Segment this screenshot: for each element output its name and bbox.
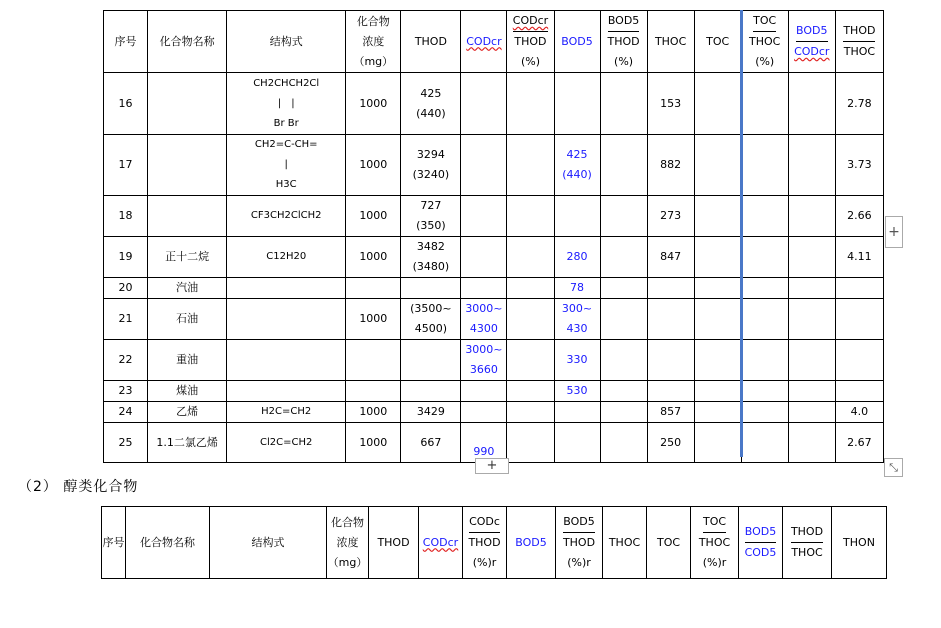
cell-thod-thoc[interactable] — [835, 299, 883, 340]
cell-bod5-thod[interactable] — [600, 423, 647, 463]
cell-structure[interactable] — [227, 135, 346, 196]
table-row — [104, 340, 884, 381]
structure-line: Cl2C=CH2 — [260, 436, 313, 448]
table1-header-row — [104, 11, 884, 73]
bod5-codcr-denominator: CODcr — [794, 45, 830, 58]
cell-thod[interactable] — [401, 135, 461, 196]
cell-structure[interactable] — [227, 402, 346, 423]
codcr-line: 4300 — [469, 322, 498, 335]
t2-header-name[interactable]: 化合物名称 — [126, 507, 210, 579]
bod5-line: 425 — [566, 148, 588, 161]
cell-bod5[interactable] — [554, 423, 600, 463]
header-toc-thoc[interactable] — [741, 11, 788, 73]
cell-thod[interactable] — [401, 196, 461, 237]
thod-line: 3429 — [416, 405, 445, 418]
cell-conc[interactable]: 1000 — [346, 402, 401, 423]
cell-thod-thoc[interactable] — [835, 278, 883, 299]
header-thoc[interactable]: THOC — [647, 11, 694, 73]
cell-name[interactable] — [148, 196, 227, 237]
cell-thod-thoc[interactable]: 2.66 — [835, 196, 883, 237]
table-row — [104, 73, 884, 135]
section-heading: （2） 醇类化合物 — [18, 479, 139, 495]
table1-body — [104, 73, 884, 463]
cell-codcr-thod[interactable] — [507, 135, 554, 196]
cell-bod5[interactable] — [554, 402, 600, 423]
cell-bod5-thod[interactable] — [600, 381, 647, 402]
structure-line: Br Br — [273, 117, 299, 129]
cell-conc[interactable] — [346, 381, 401, 402]
cell-name[interactable]: 煤油 — [148, 381, 227, 402]
bod5-line: 78 — [570, 281, 585, 294]
cell-bod5-thod[interactable] — [600, 340, 647, 381]
header-conc-line1: 化合物 — [356, 14, 390, 28]
header-bod5-thod[interactable] — [600, 11, 647, 73]
cell-bod5[interactable] — [554, 237, 600, 278]
cell-toc[interactable] — [694, 340, 741, 381]
structure-line: | | — [277, 97, 295, 109]
cell-toc-thoc[interactable] — [741, 299, 788, 340]
cell-structure[interactable] — [227, 237, 346, 278]
cell-thod-thoc[interactable]: 4.11 — [835, 237, 883, 278]
cell-thod-thoc[interactable] — [835, 340, 883, 381]
cell-bod5[interactable] — [554, 340, 600, 381]
cell-toc[interactable] — [694, 299, 741, 340]
cell-structure[interactable] — [227, 381, 346, 402]
cell-toc-thoc[interactable] — [741, 73, 788, 135]
bod5-line: 300~ — [561, 302, 593, 315]
header-codcr[interactable] — [461, 11, 507, 73]
cell-thod-thoc[interactable]: 3.73 — [835, 135, 883, 196]
t2-bod5-cod5-denominator: COD5 — [744, 546, 777, 559]
cell-bod5[interactable] — [554, 381, 600, 402]
cell-codcr-thod[interactable] — [507, 402, 554, 423]
header-seq[interactable]: 序号 — [104, 11, 148, 73]
cell-codcr-thod[interactable] — [507, 423, 554, 463]
cell-bod5-codcr[interactable] — [788, 73, 835, 135]
cell-thod-thoc[interactable] — [835, 381, 883, 402]
cell-bod5[interactable] — [554, 299, 600, 340]
t2-header-structure[interactable]: 结构式 — [210, 507, 327, 579]
cell-bod5[interactable] — [554, 135, 600, 196]
t2-header-seq[interactable]: 序号 — [102, 507, 126, 579]
t2-header-codc-thod[interactable] — [463, 507, 507, 579]
cell-bod5-codcr[interactable] — [788, 423, 835, 463]
structure-line: | — [284, 159, 288, 170]
cell-thoc[interactable]: 857 — [647, 402, 694, 423]
cell-toc-thoc[interactable] — [741, 135, 788, 196]
cell-bod5-codcr[interactable] — [788, 299, 835, 340]
t2-header-conc[interactable] — [327, 507, 369, 579]
t2-codc-denominator: THOD — [468, 536, 501, 549]
thod-line: 727 — [420, 199, 442, 212]
cell-thoc[interactable]: 273 — [647, 196, 694, 237]
codcr-thod-unit: (%) — [520, 55, 540, 68]
table-row — [104, 402, 884, 423]
cell-codcr[interactable] — [461, 237, 507, 278]
cell-bod5-thod[interactable] — [600, 237, 647, 278]
bod5-thod-denominator: THOD — [607, 35, 640, 48]
cell-thoc[interactable]: 250 — [647, 423, 694, 463]
cell-thod[interactable] — [401, 340, 461, 381]
header-name[interactable]: 化合物名称 — [148, 11, 227, 73]
cell-toc-thoc[interactable] — [741, 278, 788, 299]
cell-toc[interactable] — [694, 381, 741, 402]
cell-name[interactable]: 石油 — [148, 299, 227, 340]
header-codcr-text: CODcr — [466, 34, 502, 48]
cell-bod5-codcr[interactable] — [788, 237, 835, 278]
header-bod5-text: BOD5 — [561, 34, 593, 48]
cell-conc[interactable] — [346, 278, 401, 299]
header-structure[interactable]: 结构式 — [227, 11, 346, 73]
cell-name[interactable]: 乙烯 — [148, 402, 227, 423]
cell-thoc[interactable]: 153 — [647, 73, 694, 135]
cell-toc-thoc[interactable] — [741, 402, 788, 423]
cell-codcr[interactable] — [461, 381, 507, 402]
cell-codcr-thod[interactable] — [507, 381, 554, 402]
cell-toc-thoc[interactable] — [741, 340, 788, 381]
table-row — [104, 237, 884, 278]
cell-bod5-thod[interactable] — [600, 135, 647, 196]
t2-bod5-cod5-numerator: BOD5 — [745, 522, 776, 543]
t2-conc-line1: 化合物 — [331, 515, 364, 529]
t2-toc-thoc-unit: (%)r — [702, 556, 727, 569]
thod-thoc-denominator: THOC — [843, 45, 876, 58]
compound-table-1 — [103, 10, 884, 463]
t2-codc-numerator: CODc — [469, 512, 500, 533]
thod-line: (3480) — [412, 260, 450, 273]
t2-header-thoc[interactable]: THOC — [603, 507, 647, 579]
cell-seq[interactable]: 24 — [104, 402, 148, 423]
thod-line: (350) — [416, 219, 446, 232]
cell-bod5[interactable] — [554, 196, 600, 237]
cell-thod[interactable] — [401, 278, 461, 299]
bod5-thod-unit: (%) — [614, 55, 634, 68]
cell-bod5-codcr[interactable] — [788, 402, 835, 423]
cell-thod[interactable] — [401, 237, 461, 278]
t2-header-thod[interactable]: THOD — [369, 507, 419, 579]
cell-thod[interactable] — [401, 402, 461, 423]
cell-thod[interactable] — [401, 299, 461, 340]
cell-name[interactable]: 正十二烷 — [148, 237, 227, 278]
cell-structure[interactable] — [227, 299, 346, 340]
header-bod5-codcr[interactable] — [788, 11, 835, 73]
cell-structure[interactable] — [227, 423, 346, 463]
cell-name[interactable]: 汽油 — [148, 278, 227, 299]
cell-thod-thoc[interactable]: 2.78 — [835, 73, 883, 135]
bod5-line: 530 — [566, 384, 588, 397]
t2-bod5-thod-unit: (%)r — [567, 556, 591, 569]
cell-codcr-thod[interactable] — [507, 73, 554, 135]
cell-conc[interactable] — [346, 340, 401, 381]
t2-bod5-text: BOD5 — [515, 535, 547, 549]
thod-line: (440) — [416, 106, 446, 120]
cell-seq[interactable]: 17 — [104, 135, 148, 196]
t2-header-bod5-cod5[interactable] — [739, 507, 783, 579]
t2-thod-thoc-numerator: THOD — [791, 522, 823, 543]
table-row — [104, 135, 884, 196]
codcr-thod-numerator: CODcr — [513, 11, 548, 32]
cell-name[interactable] — [148, 135, 227, 196]
thod-line: 425 — [420, 86, 442, 100]
t2-header-bod5-thod[interactable] — [556, 507, 603, 579]
cell-conc[interactable]: 1000 — [346, 237, 401, 278]
t2-conc-line3: （mg） — [327, 555, 368, 569]
thod-thoc-numerator: THOD — [843, 21, 875, 42]
structure-line: C12H20 — [266, 251, 307, 262]
cell-codcr-thod[interactable] — [507, 196, 554, 237]
cell-seq[interactable]: 25 — [104, 423, 148, 463]
cell-bod5-codcr[interactable] — [788, 196, 835, 237]
bod5-line: (440) — [562, 168, 592, 181]
cell-thod[interactable] — [401, 73, 461, 135]
bod5-thod-numerator: BOD5 — [608, 11, 639, 32]
t2-header-bod5[interactable] — [507, 507, 556, 579]
cell-conc[interactable]: 1000 — [346, 135, 401, 196]
cell-bod5[interactable] — [554, 278, 600, 299]
cell-seq[interactable]: 19 — [104, 237, 148, 278]
header-thod[interactable]: THOD — [401, 11, 461, 73]
cell-toc-thoc[interactable] — [741, 381, 788, 402]
cell-codcr[interactable] — [461, 73, 507, 135]
t2-thod-thoc-denominator: THOC — [791, 546, 823, 559]
header-conc-line2: 浓度 — [362, 34, 385, 48]
cell-bod5-codcr[interactable] — [788, 381, 835, 402]
cell-toc[interactable] — [694, 237, 741, 278]
cell-seq[interactable]: 21 — [104, 299, 148, 340]
t2-codcr-text: CODcr — [422, 535, 459, 549]
t2-header-codcr[interactable] — [419, 507, 463, 579]
cell-name[interactable]: 1.1二氯乙烯 — [148, 423, 227, 463]
cell-thod[interactable] — [401, 381, 461, 402]
bod5-line: 430 — [566, 322, 588, 335]
header-conc-line3: （mg） — [353, 54, 394, 68]
header-toc[interactable]: TOC — [694, 11, 741, 73]
cell-structure[interactable] — [227, 73, 346, 135]
bod5-line: 330 — [566, 353, 588, 366]
table-row — [104, 196, 884, 237]
thod-line: 4500) — [414, 322, 448, 335]
cell-codcr[interactable] — [461, 135, 507, 196]
cell-toc[interactable] — [694, 402, 741, 423]
cell-conc[interactable]: 1000 — [346, 299, 401, 340]
bod5-line: 280 — [566, 250, 588, 263]
add-row-button[interactable]: + — [475, 458, 509, 474]
t2-bod5-thod-numerator: BOD5 — [563, 512, 594, 533]
cell-toc[interactable] — [694, 423, 741, 463]
cell-toc-thoc[interactable] — [741, 196, 788, 237]
cell-name[interactable] — [148, 73, 227, 135]
cell-toc[interactable] — [694, 135, 741, 196]
cell-thod-thoc[interactable]: 2.67 — [835, 423, 883, 463]
cell-bod5-codcr[interactable] — [788, 135, 835, 196]
cell-structure[interactable] — [227, 196, 346, 237]
table2-header-row — [102, 507, 887, 579]
bod5-codcr-numerator: BOD5 — [796, 21, 827, 42]
cell-toc-thoc[interactable] — [741, 423, 788, 463]
cell-conc[interactable]: 1000 — [346, 423, 401, 463]
cell-codcr[interactable] — [461, 340, 507, 381]
cell-thoc[interactable]: 847 — [647, 237, 694, 278]
cell-thoc[interactable] — [647, 381, 694, 402]
structure-line: H3C — [275, 179, 297, 190]
cell-codcr-thod[interactable] — [507, 299, 554, 340]
toc-thoc-unit: (%) — [755, 55, 775, 68]
cell-bod5-thod[interactable] — [600, 278, 647, 299]
cell-bod5-thod[interactable] — [600, 196, 647, 237]
cell-conc[interactable]: 1000 — [346, 196, 401, 237]
cell-thod-thoc[interactable]: 4.0 — [835, 402, 883, 423]
cell-codcr-thod[interactable] — [507, 278, 554, 299]
toc-thoc-numerator: TOC — [753, 11, 776, 32]
cell-seq[interactable]: 20 — [104, 278, 148, 299]
cell-codcr[interactable] — [461, 278, 507, 299]
cell-bod5-codcr[interactable] — [788, 340, 835, 381]
t2-conc-line2: 浓度 — [336, 535, 359, 549]
header-codcr-thod[interactable] — [507, 11, 554, 73]
thod-line: 3482 — [416, 240, 445, 253]
compound-table-2 — [101, 506, 887, 579]
cell-toc[interactable] — [694, 278, 741, 299]
cell-thoc[interactable] — [647, 340, 694, 381]
table-resize-handle[interactable]: ⤡ — [884, 458, 903, 477]
cell-thod[interactable] — [401, 423, 461, 463]
codcr-line: 3000~ — [465, 302, 503, 315]
cell-thoc[interactable]: 882 — [647, 135, 694, 196]
cell-toc-thoc[interactable] — [741, 237, 788, 278]
t2-toc-thoc-denominator: THOC — [698, 536, 731, 549]
cell-bod5-thod[interactable] — [600, 299, 647, 340]
cell-bod5[interactable] — [554, 73, 600, 135]
thod-line: (3240) — [412, 168, 450, 181]
toc-thoc-denominator: THOC — [749, 35, 781, 48]
codcr-line: 990 — [473, 445, 495, 458]
structure-line: H2C=CH2 — [261, 406, 312, 417]
t2-header-toc[interactable]: TOC — [647, 507, 691, 579]
t2-bod5-thod-denominator: THOD — [562, 536, 596, 549]
structure-line: CF3CH2ClCH2 — [250, 210, 322, 221]
t2-codc-unit: (%)r — [472, 556, 497, 569]
cell-codcr[interactable] — [461, 299, 507, 340]
cell-structure[interactable] — [227, 278, 346, 299]
cell-seq[interactable]: 22 — [104, 340, 148, 381]
thod-line: 3294 — [416, 148, 445, 161]
structure-line: CH2CHCH2Cl — [253, 77, 320, 89]
table-row — [104, 278, 884, 299]
cell-codcr[interactable] — [461, 402, 507, 423]
cell-codcr[interactable] — [461, 423, 507, 463]
header-thod-thoc[interactable] — [835, 11, 883, 73]
structure-line: CH2=C-CH= — [254, 139, 318, 150]
cell-codcr-thod[interactable] — [507, 237, 554, 278]
t2-toc-thoc-numerator: TOC — [703, 512, 726, 533]
add-column-button[interactable]: + — [885, 216, 903, 248]
cell-seq[interactable]: 18 — [104, 196, 148, 237]
thod-line: 667 — [420, 435, 442, 449]
cell-codcr-thod[interactable] — [507, 340, 554, 381]
t2-header-thod-thoc[interactable] — [783, 507, 832, 579]
table-row — [104, 299, 884, 340]
codcr-thod-denominator: THOD — [514, 35, 547, 48]
cell-codcr[interactable] — [461, 196, 507, 237]
header-bod5[interactable] — [554, 11, 600, 73]
header-conc[interactable] — [346, 11, 401, 73]
t2-header-thon[interactable]: THON — [832, 507, 887, 579]
cell-seq[interactable]: 16 — [104, 73, 148, 135]
column-selection-indicator — [740, 10, 743, 457]
cell-name[interactable]: 重油 — [148, 340, 227, 381]
cell-thoc[interactable] — [647, 299, 694, 340]
thod-line: (3500~ — [410, 302, 452, 315]
codcr-line: 3660 — [469, 363, 498, 376]
cell-conc[interactable]: 1000 — [346, 73, 401, 135]
cell-thoc[interactable] — [647, 278, 694, 299]
cell-bod5-thod[interactable] — [600, 73, 647, 135]
cell-toc[interactable] — [694, 196, 741, 237]
cell-bod5-thod[interactable] — [600, 402, 647, 423]
t2-header-toc-thoc[interactable] — [691, 507, 739, 579]
cell-structure[interactable] — [227, 340, 346, 381]
table-row — [104, 423, 884, 463]
cell-toc[interactable] — [694, 73, 741, 135]
cell-bod5-codcr[interactable] — [788, 278, 835, 299]
codcr-line: 3000~ — [465, 343, 503, 356]
table-row — [104, 381, 884, 402]
cell-seq[interactable]: 23 — [104, 381, 148, 402]
